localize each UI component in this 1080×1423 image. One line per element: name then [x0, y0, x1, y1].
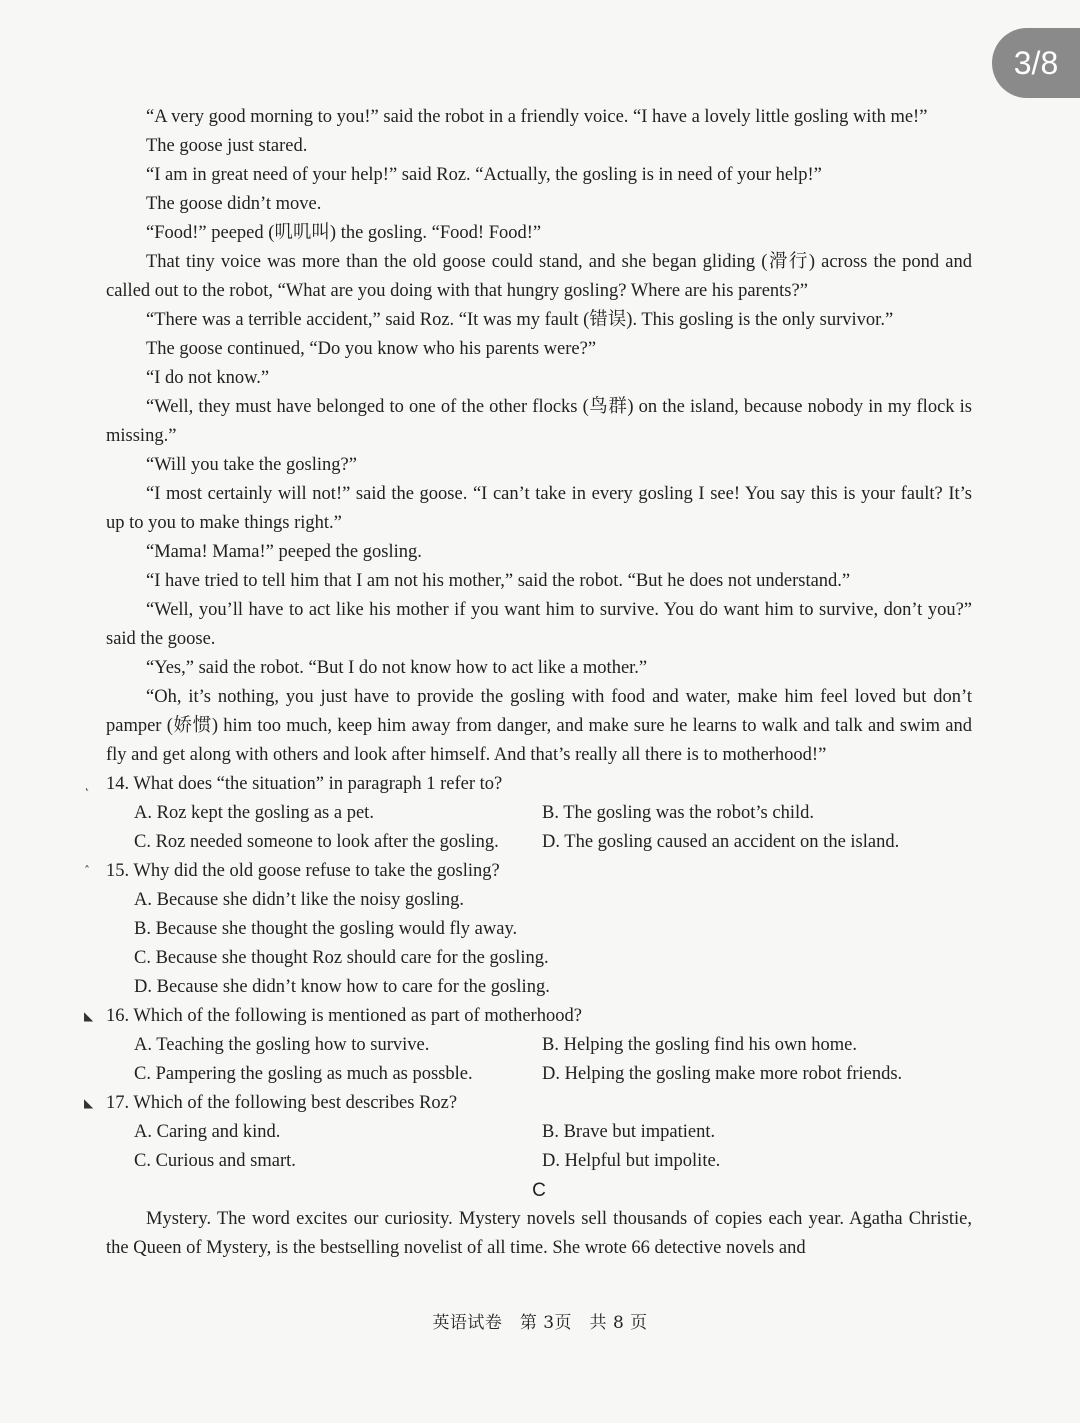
answer-option: A. Because she didn’t like the noisy gosling. [134, 890, 465, 910]
section-letter: C [532, 1180, 546, 1201]
answer-option: B. The gosling was the robot’s child. [542, 803, 814, 823]
answer-option: D. Because she didn’t know how to care for the gosling. [134, 977, 550, 997]
question-16 [84, 1002, 972, 1089]
handwritten-mark: ˆ [84, 864, 90, 878]
question-stem: 15. Why did the old goose refuse to take the gosling? [106, 861, 500, 881]
page-footer: 英语试卷 第 3页 共 8 页 [432, 1313, 648, 1333]
story-paragraph: The goose continued, “Do you know who his parents were?” [146, 339, 597, 359]
story-paragraph: That tiny voice was more than the old goose could stand, and she began gliding (滑行) across the pond and called out to the robot, “What are you doing with that hungry gosling? Where are his parents?” [106, 252, 972, 301]
story-paragraph: “I am in great need of your help!” said Roz. “Actually, the gosling is in need of your help!” [146, 165, 822, 185]
option-list [134, 1118, 972, 1176]
story-paragraph: “Mama! Mama!” peeped the gosling. [146, 542, 422, 562]
story-paragraph: “I most certainly will not!” said the goose. “I can’t take in every gosling I see! You say this is your fault? It’s up to you to make things right.” [106, 484, 972, 533]
story-paragraph: “I do not know.” [146, 368, 270, 388]
passage-c-paragraph: Mystery. The word excites our curiosity. Mystery novels sell thousands of copies each year. Agatha Christie, the Queen of Mystery, is the bestselling novelist of all time. She wrote 66 detective novels and [106, 1209, 972, 1258]
handwritten-mark: ˛ [84, 777, 90, 791]
story-passage [106, 103, 972, 770]
exam-content [84, 103, 972, 1263]
story-paragraph: “Well, they must have belonged to one of the other flocks (鸟群) on the island, because nobody in my flock is missing.” [106, 397, 972, 446]
question-17 [84, 1089, 972, 1176]
answer-option: C. Curious and smart. [134, 1151, 296, 1171]
answer-option: D. Helping the gosling make more robot friends. [542, 1064, 903, 1084]
question-list [84, 770, 972, 1176]
page-counter-badge: 3/8 [992, 28, 1080, 98]
story-paragraph: “Will you take the gosling?” [146, 455, 357, 475]
story-paragraph: The goose just stared. [146, 136, 308, 156]
question-14 [84, 770, 972, 857]
story-paragraph: “Yes,” said the robot. “But I do not know how to act like a mother.” [146, 658, 648, 678]
option-list [134, 799, 972, 857]
story-paragraph: “A very good morning to you!” said the robot in a friendly voice. “I have a lovely little gosling with me!” [146, 107, 928, 127]
answer-option: C. Pampering the gosling as much as possble. [134, 1064, 473, 1084]
question-15 [84, 857, 972, 1002]
answer-option: A. Teaching the gosling how to survive. [134, 1035, 430, 1055]
story-paragraph: “Well, you’ll have to act like his mother if you want him to survive. You do want him to survive, don’t you?” said the goose. [106, 600, 972, 649]
answer-option: B. Helping the gosling find his own home. [542, 1035, 857, 1055]
story-paragraph: “I have tried to tell him that I am not his mother,” said the robot. “But he does not understand.” [146, 571, 851, 591]
option-list [134, 886, 972, 1002]
answer-option: B. Because she thought the gosling would fly away. [134, 919, 518, 939]
answer-option: A. Caring and kind. [134, 1122, 281, 1142]
handwritten-mark: ◣ [84, 1009, 94, 1023]
question-stem: 16. Which of the following is mentioned as part of motherhood? [106, 1006, 582, 1026]
answer-option: C. Because she thought Roz should care for the gosling. [134, 948, 549, 968]
story-paragraph: The goose didn’t move. [146, 194, 322, 214]
answer-option: D. The gosling caused an accident on the island. [542, 832, 900, 852]
answer-option: B. Brave but impatient. [542, 1122, 716, 1142]
story-paragraph: “Food!” peeped (叽叽叫) the gosling. “Food! Food!” [146, 223, 542, 243]
question-stem: 14. What does “the situation” in paragraph 1 refer to? [106, 774, 503, 794]
answer-option: A. Roz kept the gosling as a pet. [134, 803, 374, 823]
answer-option: C. Roz needed someone to look after the gosling. [134, 832, 499, 852]
question-stem: 17. Which of the following best describes Roz? [106, 1093, 458, 1113]
handwritten-mark: ◣ [84, 1096, 94, 1110]
option-list [134, 1031, 972, 1089]
answer-option: D. Helpful but impolite. [542, 1151, 721, 1171]
story-paragraph: “There was a terrible accident,” said Roz. “It was my fault (错误). This gosling is the only survivor.” [146, 310, 894, 330]
story-paragraph: “Oh, it’s nothing, you just have to provide the gosling with food and water, make him feel loved but don’t pamper (娇惯) him too much, keep him away from danger, and make sure he learns to walk and talk and swim and fly and get along with others and look after himself. And that’s really all there is to motherhood!” [106, 687, 972, 765]
